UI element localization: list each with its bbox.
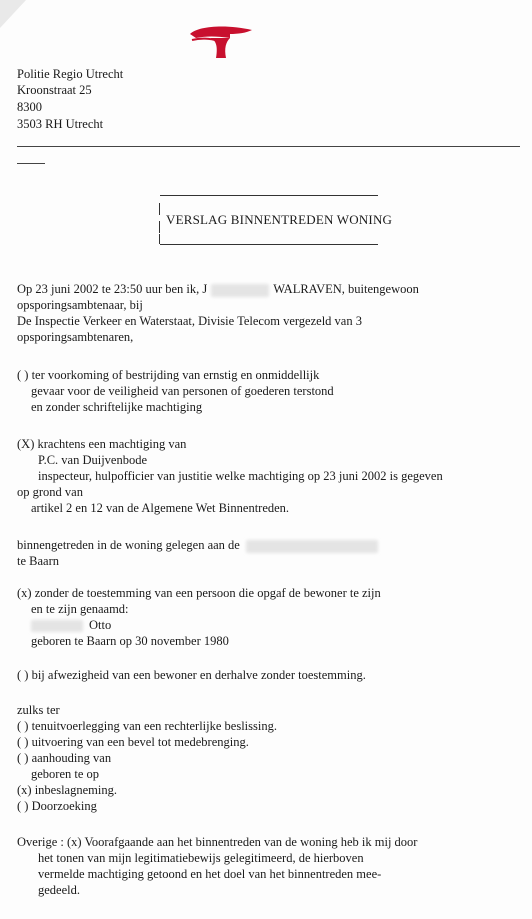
title-box-left (159, 221, 160, 233)
option-line: inspecteur, hulpofficier van justitie welke machtiging op 23 juni 2002 is gegeven (38, 469, 443, 483)
consent-line: geboren te Baarn op 30 november 1980 (31, 634, 229, 648)
resident-name-line (31, 617, 111, 633)
politie-logo-icon (186, 24, 256, 64)
entered-line (17, 537, 378, 553)
header-org: Politie Regio Utrecht (17, 67, 124, 81)
intro-line: opsporingsambtenaren, (17, 330, 134, 344)
other-line: Overige : (x) Voorafgaande aan het binnentreden van de woning heb ik mij door (17, 835, 418, 849)
intro-line: De Inspectie Verkeer en Waterstaat, Divisie Telecom vergezeld van 3 (17, 314, 362, 328)
title-box-top (160, 195, 378, 196)
title-box-bottom (160, 244, 378, 245)
redacted-first-name (31, 620, 83, 632)
option-line: artikel 2 en 12 van de Algemene Wet Binnentreden. (31, 501, 290, 515)
absent-line: ( ) bij afwezigheid van een bewoner en derhalve zonder toestemming. (17, 668, 366, 682)
scan-corner-icon (0, 0, 30, 30)
option-line: op grond van (17, 485, 83, 499)
header-city: 3503 RH Utrecht (17, 117, 104, 131)
other-line: gedeeld. (38, 883, 80, 897)
option-line: gevaar voor de veiligheid van personen of goederen terstond (31, 384, 334, 398)
redacted-address (246, 540, 378, 553)
purpose-line: (x) inbeslagneming. (17, 783, 117, 797)
purpose-line: ( ) aanhouding van (17, 751, 112, 765)
intro-text-b: WALRAVEN, buitengewoon (273, 282, 419, 296)
title-box-left (159, 234, 160, 244)
redacted-name (211, 284, 269, 297)
document-title: VERSLAG BINNENTREDEN WONING (166, 212, 393, 227)
purpose-line: zulks ter (17, 703, 60, 717)
purpose-line: geboren te op (31, 767, 100, 781)
option-line: ( ) ter voorkoming of bestrijding van ernstig en onmiddellijk (17, 368, 320, 382)
purpose-line: ( ) uitvoering van een bevel tot medebrenging. (17, 735, 249, 749)
option-line: en zonder schriftelijke machtiging (31, 400, 203, 414)
other-line: het tonen van mijn legitimatiebewijs gelegitimeerd, de hierboven (38, 851, 364, 865)
purpose-line: ( ) tenuitvoerlegging van een rechterlijke beslissing. (17, 719, 277, 733)
header-street: Kroonstraat 25 (17, 83, 92, 97)
intro-line: opsporingsambtenaar, bij (17, 298, 143, 312)
other-line: vermelde machtiging getoond en het doel van het binnentreden mee- (38, 867, 382, 881)
intro-line (17, 281, 419, 297)
short-divider (17, 163, 45, 164)
entered-text: binnengetreden in de woning gelegen aan de (17, 538, 240, 552)
authorizer-name: P.C. van Duijvenbode (38, 453, 148, 467)
header-divider (17, 146, 520, 147)
header-postbox: 8300 (17, 100, 42, 114)
purpose-line: ( ) Doorzoeking (17, 799, 97, 813)
intro-text-a: Op 23 juni 2002 te 23:50 uur ben ik, J (17, 282, 208, 296)
option-line: (X) krachtens een machtiging van (17, 437, 187, 451)
title-box-left (159, 203, 160, 215)
consent-line: (x) zonder de toestemming van een persoon die opgaf de bewoner te zijn (17, 586, 381, 600)
consent-line: en te zijn genaamd: (31, 602, 129, 616)
entered-city: te Baarn (17, 554, 59, 568)
resident-name: Otto (89, 618, 112, 632)
